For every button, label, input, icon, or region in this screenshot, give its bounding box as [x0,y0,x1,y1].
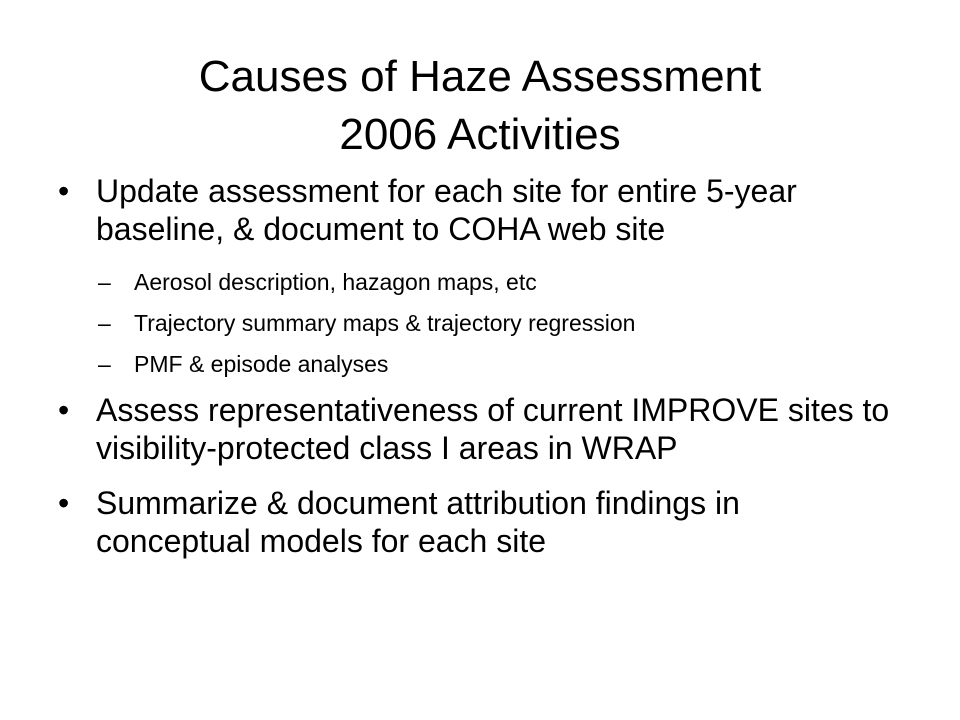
bullet-item-update-assessment [58,172,896,248]
bullet-text: Summarize & document attribution findings in conceptual models for each site [96,485,740,559]
bullet-marker: • [58,392,70,428]
sub-item-marker: – [98,269,111,295]
sub-item-text: PMF & episode analyses [134,351,389,377]
bullet-item-assess-representativeness [58,391,896,467]
bullet-marker: • [58,485,70,521]
bullet-text: Assess representativeness of current IMPROVE sites to visibility-protected class I areas in WRAP [96,392,890,466]
sub-item-marker: – [98,310,111,336]
slide-title-line-2: 2006 Activities [339,110,621,159]
sub-item-text: Aerosol description, hazagon maps, etc [134,269,537,295]
sub-item-marker: – [98,351,111,377]
bullet-item-summarize-document [58,484,896,560]
bullet-marker: • [58,173,70,209]
slide-title [48,48,912,164]
sub-item-aerosol-description [98,268,894,296]
sub-item-trajectory-summary [98,309,894,337]
sub-item-pmf-episode [98,350,894,378]
bullet-text: Update assessment for each site for entire 5-year baseline, & document to COHA web site [96,173,797,247]
slide-title-line-1: Causes of Haze Assessment [198,52,762,101]
sub-item-text: Trajectory summary maps & trajectory regression [134,310,636,336]
